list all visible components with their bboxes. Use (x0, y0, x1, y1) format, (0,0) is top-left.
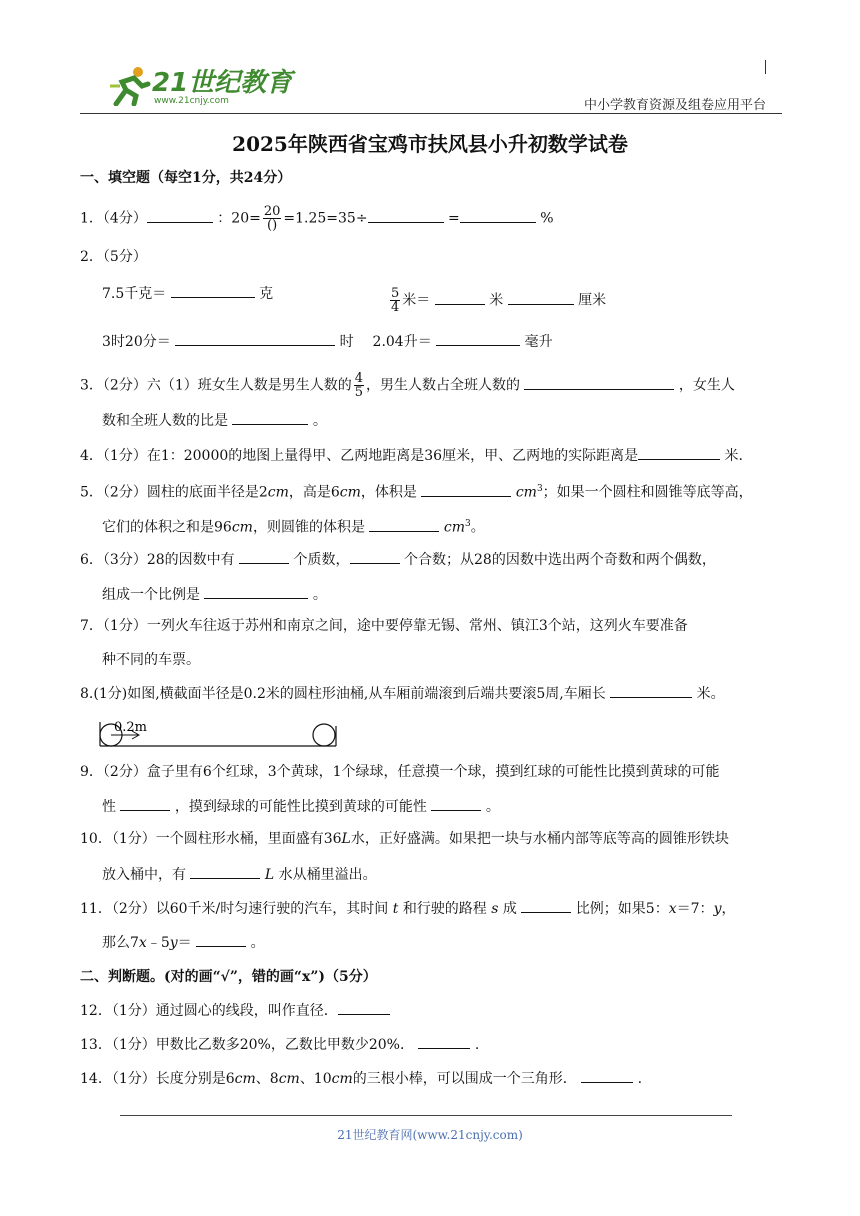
q2-blank-1[interactable] (171, 283, 255, 298)
q14-blank[interactable] (581, 1068, 633, 1083)
q6-blank-1[interactable] (239, 549, 289, 564)
q1-fraction: $\frac{20}{()}$ (263, 204, 281, 233)
q10-blank[interactable] (190, 864, 260, 879)
question-6-line-1: 6．（3分）28的因数中有 个质数， 个合数；从28的因数中选出两个奇数和两个偶数， (80, 549, 716, 570)
q11-blank-1[interactable] (521, 898, 571, 913)
question-5-line-2: 它们的体积之和是96cm，则圆锥的体积是 $cm^3$。 (102, 514, 485, 538)
question-7-line-2: 种不同的车票。 (102, 652, 200, 668)
q3-fraction: $\frac{4}{5}$ (354, 371, 364, 400)
q2-row-2: 3时20分＝ 时 2.04升＝ 毫升 (102, 331, 553, 352)
q1-text-2: =1.25=35÷ (283, 210, 368, 227)
platform-name: 中小学教育资源及组卷应用平台 (583, 98, 766, 113)
question-14: 14．（1分）长度分别是6cm、8cm、10cm的三根小棒，可以围成一个三角形． . (80, 1068, 642, 1089)
question-8: 8.(1分)如图,横截面半径是0.2米的圆柱形油桶,从车厢前端滚到后端共要滚5周,车厢长 米。 (80, 683, 725, 704)
page-title: 2025年陕西省宝鸡市扶风县小升初数学试卷 (232, 132, 628, 156)
q1-percent: % (540, 210, 554, 227)
logo (108, 66, 292, 106)
logo-text: 21世纪教育 (152, 68, 293, 98)
q3-blank-2[interactable] (232, 410, 308, 425)
question-11-line-1: 11．（2分）以60千米/时匀速行驶的汽车，其时间 t 和行驶的路程 s 成 比例；如果5：x＝7：y， (80, 898, 735, 919)
q9-blank-1[interactable] (120, 796, 170, 811)
question-10-line-1: 10．（1分）一个圆柱形水桶，里面盛有36L水，正好盛满。如果把一块与水桶内部等底等高的圆锥形铁块 (80, 831, 729, 847)
question-4: 4．（1分）在1：20000的地图上量得甲、乙两地距离是36厘米，甲、乙两地的实际距离是 米. (80, 445, 743, 466)
question-5-line-1: 5．（2分）圆柱的底面半径是2cm，高是6cm，体积是 $cm^3$；如果一个圆柱和圆锥等底等高， (80, 479, 753, 503)
q2-row-1a: 7.5千克＝ 克 (102, 283, 273, 304)
question-2: 2．（5分） (80, 249, 147, 265)
question-10-line-2: 放入桶中，有 L 水从桶里溢出。 (102, 864, 377, 885)
section-fill-blank: 一、填空题（每空1分，共24分） (80, 170, 292, 186)
q5-blank-2[interactable] (369, 517, 439, 532)
q2-fraction: $\frac{5}{4}$ (391, 286, 400, 315)
question-6-line-2: 组成一个比例是 。 (102, 584, 327, 605)
question-12: 12．（1分）通过圆心的线段，叫作直径． (80, 1000, 390, 1021)
q6-blank-2[interactable] (350, 549, 400, 564)
q1-blank-2[interactable] (368, 208, 444, 223)
question-9-line-2: 性 ，摸到绿球的可能性比摸到黄球的可能性 。 (102, 796, 500, 817)
section-judgement: 二、判断题。(对的画“√”，错的画“x”)（5分） (80, 969, 377, 985)
header-divider (80, 113, 782, 114)
q8-blank[interactable] (610, 683, 692, 698)
q6-blank-3[interactable] (204, 584, 308, 599)
question-3-line-2: 数和全班人数的比是 。 (102, 410, 327, 431)
header-mark (765, 60, 766, 74)
question-13: 13．（1分）甲数比乙数多20%，乙数比甲数少20%． . (80, 1034, 479, 1055)
q1-prefix: 1．（4分） (80, 210, 147, 227)
q1-text: ：20= (217, 210, 261, 227)
q13-blank[interactable] (418, 1034, 470, 1049)
q3-blank-1[interactable] (524, 375, 674, 390)
runner-logo-icon (108, 66, 152, 106)
q12-blank[interactable] (338, 1000, 390, 1015)
barrel-end-circle (313, 724, 335, 746)
barrel-figure (98, 716, 340, 748)
q2-blank-5[interactable] (436, 331, 520, 346)
question-7-line-1: 7．（1分）一列火车往返于苏州和南京之间，途中要停靠无锡、常州、镇江3个站，这列火车要准备 (80, 618, 688, 634)
q2-blank-4[interactable] (175, 331, 335, 346)
q4-blank[interactable] (638, 445, 720, 460)
question-11-line-2: 那么7x﹣5y＝ 。 (102, 932, 265, 953)
question-9-line-1: 9．（2分）盒子里有6个红球，3个黄球，1个绿球，任意摸一个球，摸到红球的可能性比摸到黄球的可能 (80, 764, 720, 780)
footer-text: 21世纪教育网(www.21cnjy.com) (337, 1128, 523, 1142)
footer-divider (120, 1115, 732, 1116)
question-1 (80, 205, 554, 232)
q9-blank-2[interactable] (431, 796, 481, 811)
question-3-line-1: 3．（2分）六（1）班女生人数是男生人数的 $\frac{4}{5}$ ，男生人数占全班人数的 ，女生人 (80, 371, 735, 400)
q1-blank-3[interactable] (460, 208, 536, 223)
q1-blank-1[interactable] (147, 208, 213, 223)
q1-eq: = (448, 210, 460, 227)
radius-label: 0.2m (114, 720, 148, 735)
q5-blank-1[interactable] (421, 482, 511, 497)
logo-url: www.21cnjy.com (154, 96, 229, 106)
q2-blank-2[interactable] (435, 290, 485, 305)
q2-blank-3[interactable] (508, 290, 574, 305)
q11-blank-2[interactable] (196, 932, 246, 947)
q2-row-1b: $\frac{5}{4}$ 米＝ 米 厘米 (391, 286, 607, 315)
